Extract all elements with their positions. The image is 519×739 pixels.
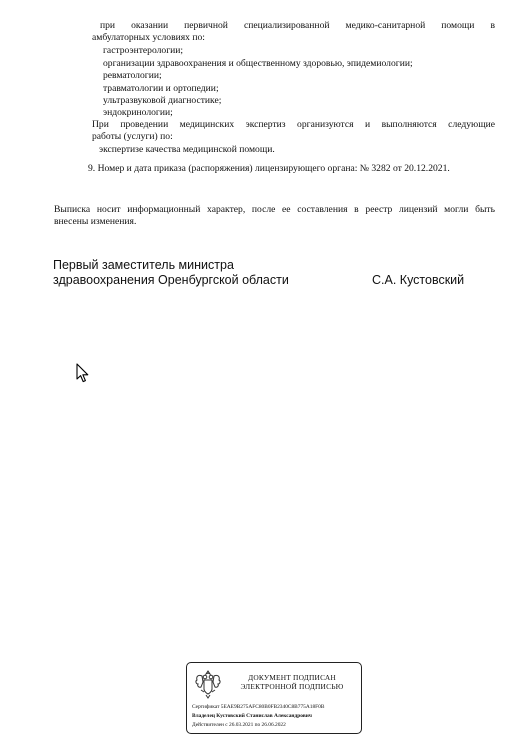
order-number-line: 9. Номер и дата приказа (распоряжения) лицензирующего органа: № 3282 от 20.12.2021. <box>88 163 450 174</box>
signer-title: Первый заместитель министра <box>53 258 234 272</box>
signer-title: здравоохранения Оренбургской области <box>53 273 289 287</box>
mouse-pointer-icon <box>76 363 90 383</box>
stamp-certificate: Сертификат 5EAE9B275AFC80B0FB2340C8B775A18F0B <box>192 704 325 710</box>
list-item: гастроэнтерологии; <box>103 45 184 56</box>
stamp-validity: Действителен с 26.03.2021 по 26.06.2022 <box>192 722 286 728</box>
expertise-item: экспертизе качества медицинской помощи. <box>99 144 275 155</box>
list-item: эндокринологии; <box>103 107 173 118</box>
licence-text-line: амбулаторных условиях по: <box>92 32 205 43</box>
notice-text-line: внесены изменения. <box>54 216 137 227</box>
signer-name: С.А. Кустовский <box>372 273 465 287</box>
list-item: ревматологии; <box>103 70 162 81</box>
licence-text-line: при оказании первичной специализированной медико-санитарной помощи в <box>100 20 495 31</box>
stamp-owner: Владелец Кустовский Станислав Александрович <box>192 713 312 719</box>
expertise-text-line: работы (услуги) по: <box>92 131 173 142</box>
expertise-text-line: При проведении медицинских экспертиз организуются и выполняются следующие <box>92 119 495 130</box>
notice-text-line: Выписка носит информационный характер, после ее составления в реестр лицензий могли быть <box>54 204 495 215</box>
stamp-title: ДОКУМЕНТ ПОДПИСАН <box>248 673 336 682</box>
list-item: ультразвуковой диагностике; <box>103 95 222 106</box>
list-item: травматологии и ортопедии; <box>103 83 219 94</box>
stamp-title: ЭЛЕКТРОННОЙ ПОДПИСЬЮ <box>240 682 344 691</box>
list-item: организации здравоохранения и общественному здоровью, эпидемиологии; <box>103 58 413 69</box>
electronic-signature-stamp <box>186 662 362 734</box>
coat-of-arms-icon <box>193 668 223 700</box>
